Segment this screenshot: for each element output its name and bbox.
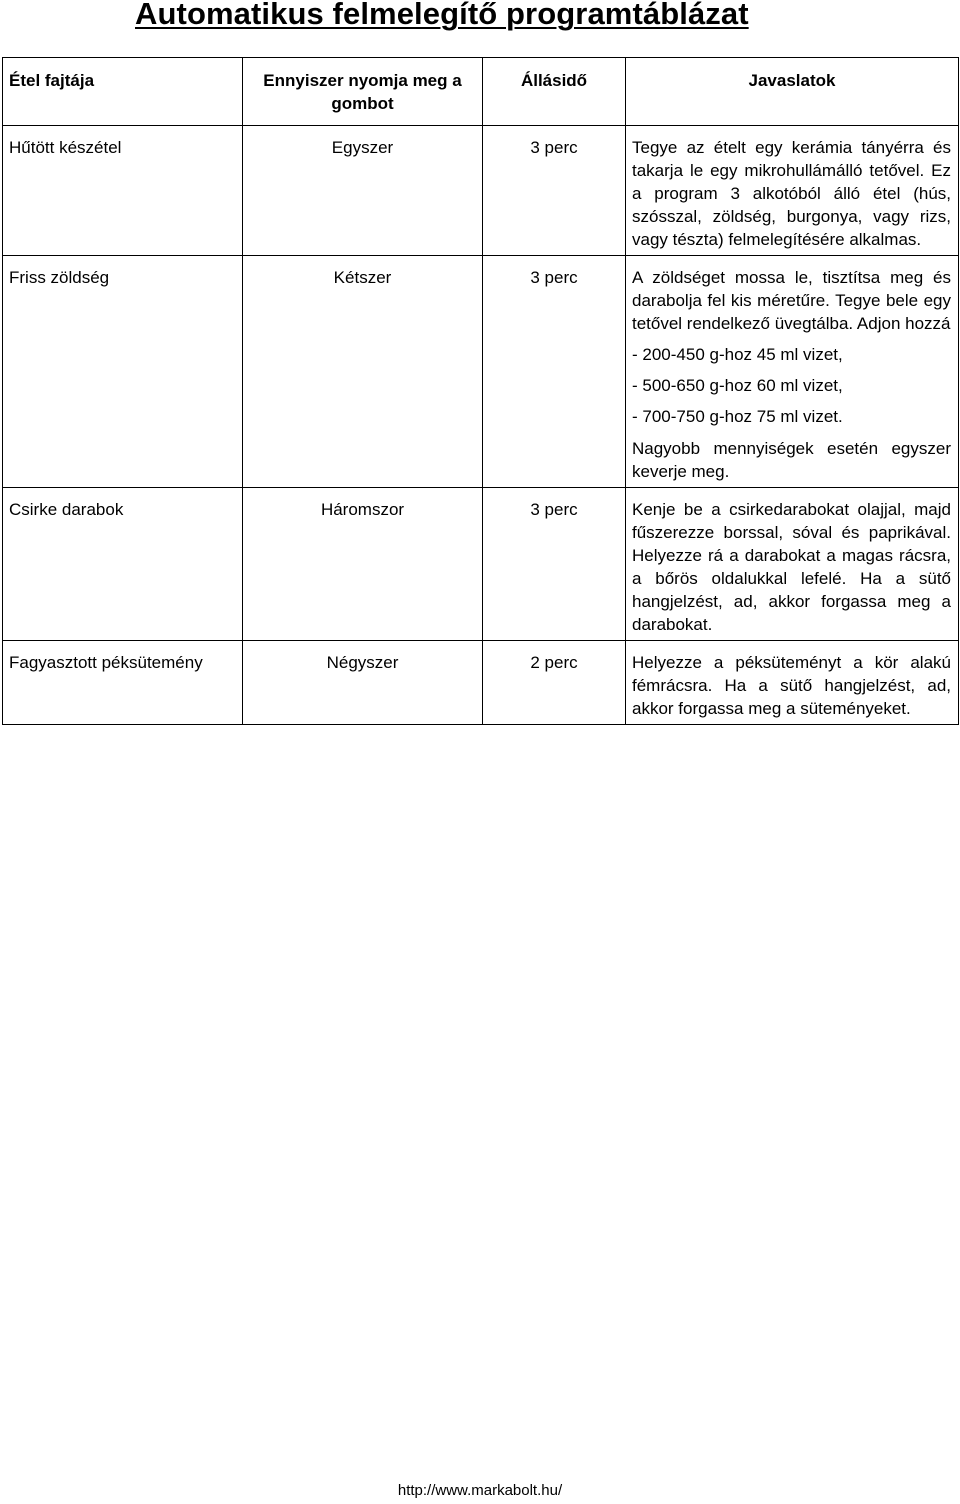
- water-amount-item: - 500-650 g-hoz 60 ml vizet,: [632, 376, 843, 395]
- tips-cell: [626, 256, 959, 488]
- standing-time-cell: 3 perc: [483, 256, 626, 488]
- header-tips: Javaslatok: [626, 58, 959, 126]
- header-button-presses: Ennyiszer nyomja meg a gombot: [243, 58, 483, 126]
- button-presses-cell: Egyszer: [243, 126, 483, 256]
- footer-url: http://www.markabolt.hu/: [397, 1482, 563, 1499]
- page-title: Automatikus felmelegítő programtáblázat: [135, 0, 749, 31]
- food-type-cell: Hűtött készétel: [3, 126, 243, 256]
- standing-time-cell: 3 perc: [483, 126, 626, 256]
- header-food-type: Étel fajtája: [3, 58, 243, 126]
- table-row: [3, 488, 959, 641]
- standing-time-cell: 2 perc: [483, 641, 626, 725]
- tips-cell: [626, 488, 959, 641]
- tips-text: Helyezze a péksüteményt a kör alakú fémrácsra. Ha a sütő hangjelzést, ad, akkor forgassa meg a süteményeket.: [632, 653, 951, 718]
- header-standing-time: Állásidő: [483, 58, 626, 126]
- tips-note: Nagyobb mennyiségek esetén egyszer keverje meg.: [632, 439, 951, 481]
- water-amount-item: - 700-750 g-hoz 75 ml vizet.: [632, 407, 843, 426]
- table-header-row: [3, 58, 959, 126]
- program-table: [2, 57, 959, 725]
- food-type-cell: Friss zöldség: [3, 256, 243, 488]
- food-type-cell: Fagyasztott péksütemény: [3, 641, 243, 725]
- tips-cell: [626, 641, 959, 725]
- button-presses-cell: Kétszer: [243, 256, 483, 488]
- tips-text: A zöldséget mossa le, tisztítsa meg és darabolja fel kis méretűre. Tegye bele egy tetővel rendelkező üvegtálba. Adjon hozzá: [632, 268, 951, 333]
- food-type-cell: Csirke darabok: [3, 488, 243, 641]
- tips-text: Kenje be a csirkedarabokat olajjal, majd fűszerezze borssal, sóval és paprikával. Helyezze rá a darabokat a magas rácsra, a bőrös oldalukkal lefelé. Ha a sütő hangjelzést, ad, akkor forgassa meg a darabokat.: [632, 500, 951, 634]
- table-row: [3, 126, 959, 256]
- button-presses-cell: Négyszer: [243, 641, 483, 725]
- water-amount-item: - 200-450 g-hoz 45 ml vizet,: [632, 345, 843, 364]
- standing-time-cell: 3 perc: [483, 488, 626, 641]
- button-presses-cell: Háromszor: [243, 488, 483, 641]
- table-row: [3, 641, 959, 725]
- table-row: [3, 256, 959, 488]
- tips-cell: [626, 126, 959, 256]
- tips-text: Tegye az ételt egy kerámia tányérra és takarja le egy mikrohullámálló tetővel. Ez a program 3 alkotóból álló étel (hús, szósszal, zöldség, burgonya, vagy rizs, vagy tészta) felmelegítésére alkalmas.: [632, 138, 951, 249]
